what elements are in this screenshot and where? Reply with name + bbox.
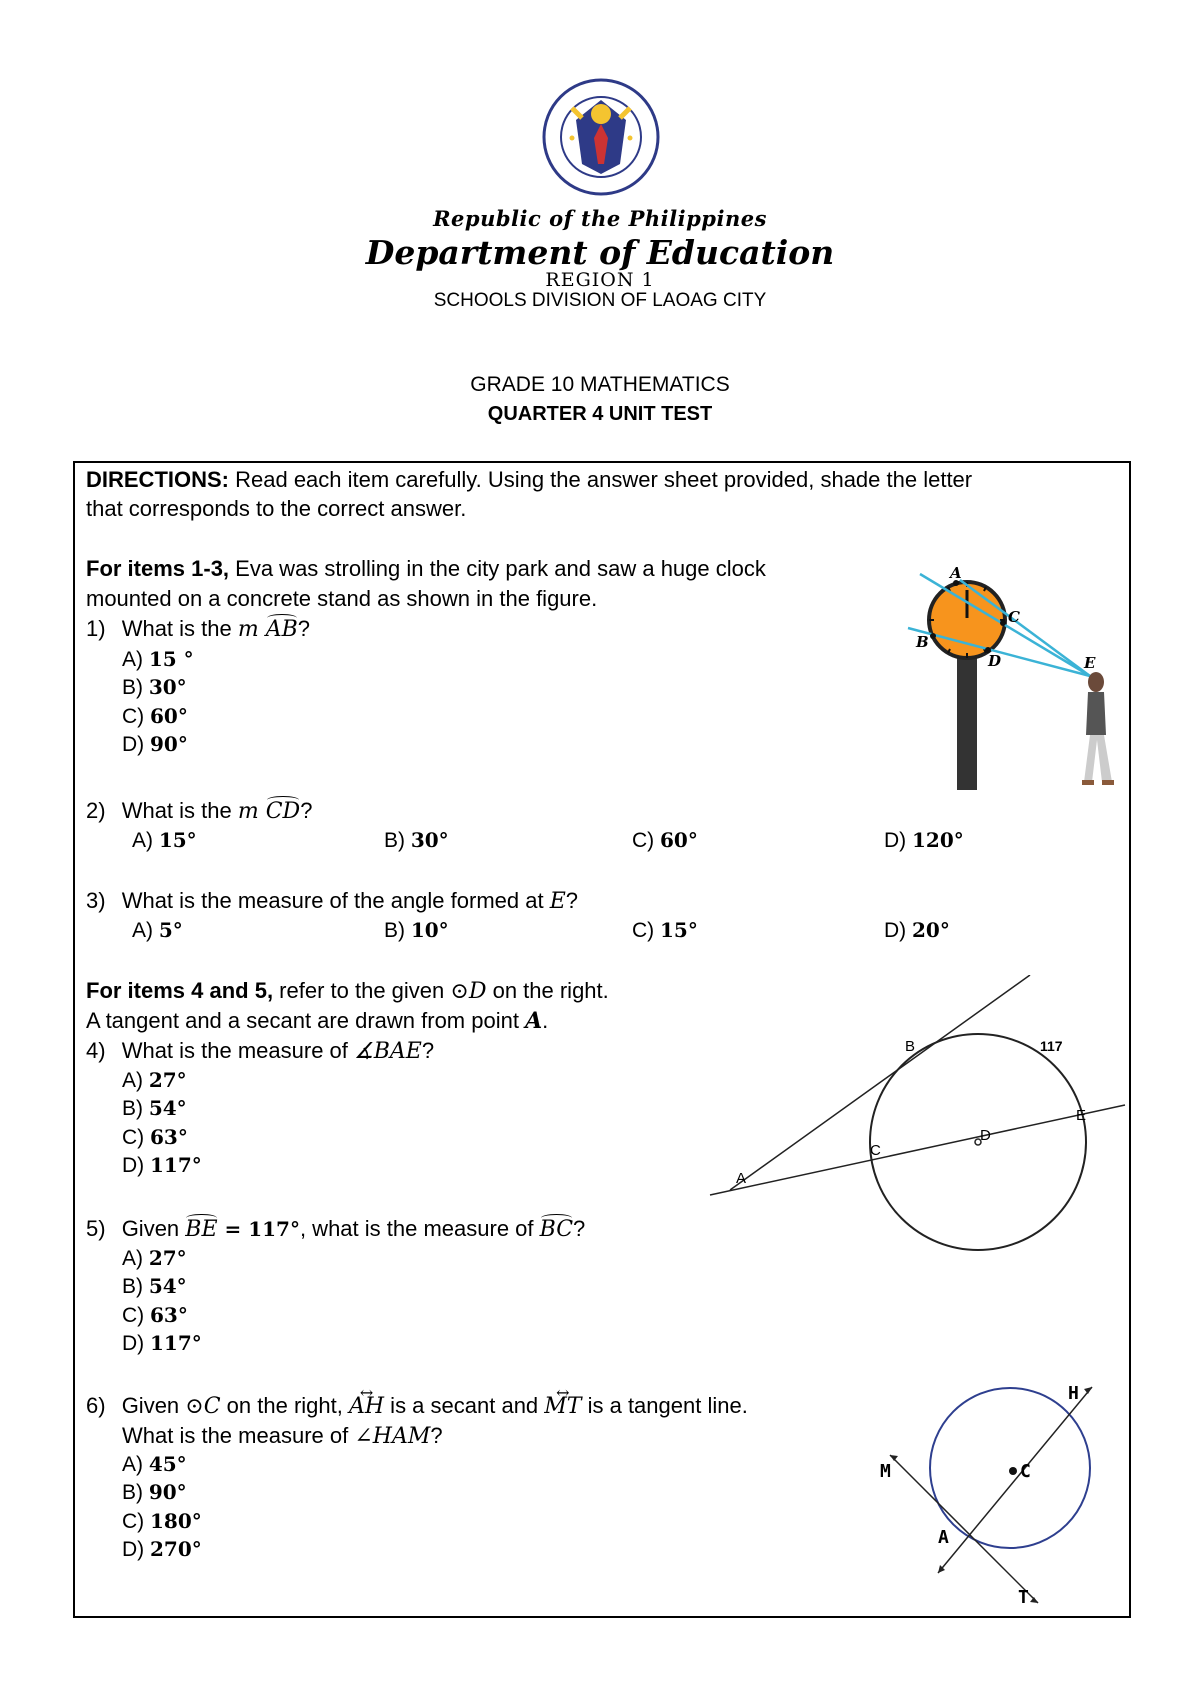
question-text: What is the — [121, 616, 238, 641]
circle-d-figure — [700, 975, 1140, 1265]
label-e: E — [1076, 1107, 1087, 1124]
circle-d-symbol: ⊙D — [450, 979, 487, 1004]
measure-symbol: m — [237, 617, 266, 642]
period: . — [542, 1008, 549, 1033]
q2-option-a: A) 15° — [132, 828, 197, 852]
label-a: A — [736, 1170, 747, 1187]
label-c: C — [870, 1142, 881, 1159]
q4-option-d: D) 117° — [122, 1153, 202, 1177]
q2-option-c: C) 60° — [632, 828, 698, 852]
subject-title: GRADE 10 MATHEMATICS — [470, 373, 730, 396]
question-number: 1) — [86, 616, 106, 641]
circle-c — [930, 1388, 1090, 1548]
group1-text: Eva was strolling in the city park and saw a huge clock — [229, 556, 766, 581]
q4-option-b: B) 54° — [122, 1096, 187, 1120]
q2-option-d: D) 120° — [884, 828, 964, 852]
clock-figure — [900, 560, 1130, 790]
question-number: 2) — [86, 798, 106, 823]
directions-line-2: that corresponds to the correct answer. — [86, 496, 467, 521]
test-title: QUARTER 4 UNIT TEST — [487, 403, 713, 425]
region-heading: REGION 1 — [545, 269, 655, 291]
question-number: 6) — [86, 1393, 106, 1418]
group1-label: For items 1-3, — [86, 556, 230, 581]
tangent-mt — [890, 1455, 1038, 1603]
q6-option-b: B) 90° — [122, 1480, 187, 1504]
angle-ham: ∠HAM — [354, 1424, 431, 1449]
question-text-mid: , what is the measure of — [299, 1216, 540, 1241]
question-text: What is the measure of the angle formed at — [121, 888, 550, 913]
q4-option-c: C) 63° — [122, 1125, 188, 1149]
question-2 — [86, 796, 312, 827]
question-mark: ? — [421, 1038, 435, 1063]
department-heading: Department of Education — [365, 233, 835, 272]
q3-option-b: B) 10° — [384, 918, 449, 942]
arc-ab: AB — [266, 615, 298, 645]
directions-label: DIRECTIONS: — [86, 467, 229, 492]
label-d: D — [988, 652, 1002, 670]
label-a: A — [938, 1527, 949, 1548]
q1-option-a: A) 15 ° — [122, 647, 194, 671]
q6-option-a: A) 45° — [122, 1452, 187, 1476]
girl-figure — [1082, 672, 1114, 785]
arc-be-value: = 117° — [217, 1217, 300, 1241]
secant-ah — [938, 1387, 1092, 1573]
circle-c-figure — [860, 1375, 1120, 1605]
question-text-end: is a tangent line. — [581, 1393, 748, 1418]
question-mark: ? — [297, 616, 311, 641]
angle-bae: ∡BAE — [354, 1039, 422, 1064]
label-b: B — [916, 633, 929, 651]
q3-option-a: A) 5° — [132, 918, 183, 942]
q5-option-d: D) 117° — [122, 1331, 202, 1355]
question-mark: ? — [565, 888, 579, 913]
question-6-line-2 — [122, 1421, 443, 1452]
directions — [86, 465, 972, 495]
question-text: Given — [121, 1393, 186, 1418]
label-e: E — [1084, 654, 1096, 672]
question-3 — [86, 886, 578, 917]
group2-intro — [86, 976, 609, 1007]
question-text-mid-2: is a secant and — [384, 1393, 545, 1418]
q1-option-b: B) 30° — [122, 675, 187, 699]
division-heading: SCHOOLS DIVISION OF LAOAG CITY — [433, 290, 767, 311]
label-m: M — [880, 1461, 891, 1482]
question-4 — [86, 1036, 434, 1067]
question-5 — [86, 1214, 585, 1245]
q3-option-d: D) 20° — [884, 918, 950, 942]
q4-option-a: A) 27° — [122, 1068, 187, 1092]
deped-seal — [542, 78, 660, 196]
arc-label: 117 — [1040, 1038, 1063, 1054]
point-e: E — [549, 889, 566, 914]
measure-symbol: m — [237, 799, 266, 824]
label-c: C — [1008, 608, 1020, 626]
group2-text-end: on the right. — [486, 978, 609, 1003]
group2-line-2 — [86, 1006, 548, 1036]
question-6 — [86, 1391, 748, 1422]
question-text: What is the measure of — [122, 1423, 355, 1448]
line-ah: ↔ AH — [349, 1392, 384, 1422]
arc-cd: CD — [266, 797, 300, 827]
q1-option-c: C) 60° — [122, 704, 188, 728]
label-b: B — [905, 1038, 916, 1055]
q2-option-b: B) 30° — [384, 828, 449, 852]
group2-line2-text: A tangent and a secant are drawn from point — [86, 1008, 526, 1033]
q6-option-c: C) 180° — [122, 1509, 202, 1533]
question-number: 5) — [86, 1216, 106, 1241]
arc-be: BE — [185, 1215, 217, 1245]
label-t: T — [1018, 1587, 1029, 1605]
question-text: What is the — [121, 798, 238, 823]
group1-line-2: mounted on a concrete stand as shown in the figure. — [86, 586, 598, 611]
clock-stand — [957, 655, 977, 790]
q3-option-c: C) 15° — [632, 918, 698, 942]
arc-bc: BC — [540, 1215, 573, 1245]
group1-intro — [86, 554, 766, 584]
question-mark: ? — [573, 1216, 586, 1241]
secant-line — [710, 1105, 1125, 1195]
republic-heading: Republic of the Philippines — [433, 206, 767, 231]
question-number: 3) — [86, 888, 106, 913]
group2-label: For items 4 and 5, — [86, 978, 274, 1003]
question-text-mid: on the right, — [220, 1393, 349, 1418]
q5-option-c: C) 63° — [122, 1303, 188, 1327]
question-text: Given — [121, 1216, 186, 1241]
question-text: What is the measure of — [121, 1038, 355, 1063]
circle-c-symbol: ⊙C — [185, 1394, 221, 1419]
question-mark: ? — [430, 1423, 443, 1448]
group2-text: refer to the given — [273, 978, 451, 1003]
point-a: A — [525, 1008, 543, 1034]
q5-option-b: B) 54° — [122, 1274, 187, 1298]
directions-text: Read each item carefully. Using the answer sheet provided, shade the letter — [229, 467, 973, 492]
label-d: D — [980, 1127, 991, 1144]
question-1 — [86, 614, 310, 645]
q1-option-d: D) 90° — [122, 732, 188, 756]
line-mt: ↔ MT — [544, 1392, 581, 1422]
question-number: 4) — [86, 1038, 106, 1063]
question-mark: ? — [300, 798, 313, 823]
q6-option-d: D) 270° — [122, 1537, 202, 1561]
label-a: A — [950, 564, 962, 582]
label-h: H — [1068, 1383, 1079, 1404]
q5-option-a: A) 27° — [122, 1246, 187, 1270]
label-c: C — [1020, 1461, 1031, 1482]
